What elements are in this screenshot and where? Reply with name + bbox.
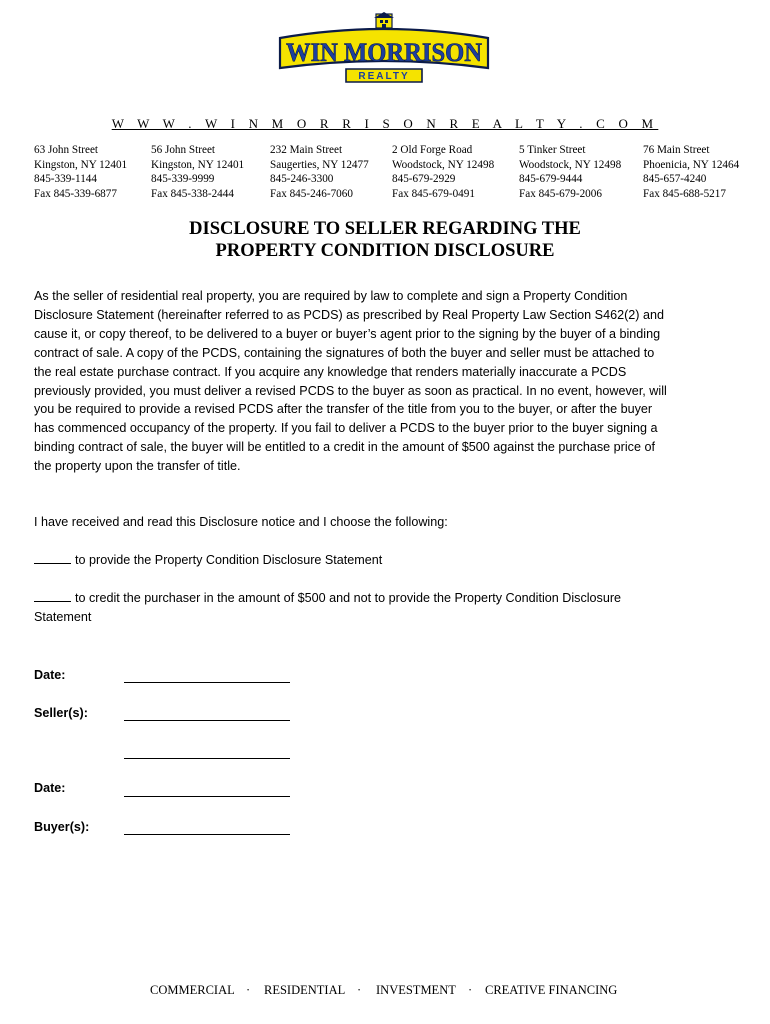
date-field-1[interactable] — [124, 682, 290, 683]
office-city: Phoenicia, NY 12464 — [643, 158, 740, 171]
office-city: Woodstock, NY 12498 — [519, 158, 622, 171]
footer-item-commercial: COMMERCIAL — [150, 983, 235, 997]
office-street: 2 Old Forge Road — [392, 144, 473, 156]
option-credit-purchaser-line-2: Statement — [34, 610, 92, 624]
buyers-label: Buyer(s): — [34, 820, 90, 834]
paragraph-line: binding contract of sale, the buyer will be entitled to a credit in the amount of $500 against the purchase price of — [34, 440, 655, 455]
office-6 — [643, 143, 739, 201]
footer-services — [0, 983, 770, 999]
office-street: 5 Tinker Street — [519, 144, 586, 156]
office-fax: Fax 845-338-2444 — [151, 187, 234, 200]
paragraph-line: cause it, or copy thereof, to be delivered to a buyer or buyer’s agent prior to the signing by the buyer of a binding — [34, 326, 661, 341]
office-fax: Fax 845-679-0491 — [392, 187, 475, 200]
office-street: 63 John Street — [34, 144, 99, 156]
date-label-1: Date: — [34, 668, 66, 682]
footer-separator: · — [357, 983, 362, 997]
office-phone: 845-339-1144 — [34, 173, 97, 186]
paragraph-line: As the seller of residential real property, you are required by law to complete and sign a Property Condition — [34, 289, 628, 303]
option-provide-pcds-text: to provide the Property Condition Disclosure Statement — [75, 553, 383, 567]
date-label-2: Date: — [34, 781, 66, 795]
office-city: Kingston, NY 12401 — [34, 158, 128, 171]
office-2 — [151, 143, 244, 201]
seller-signature-field-2[interactable] — [124, 758, 290, 759]
footer-separator: · — [246, 983, 251, 997]
paragraph-line: has commenced occupancy of the property. If you fail to deliver a PCDS to the buyer prior to the buyer signing a — [34, 421, 658, 436]
document-title — [0, 218, 770, 262]
paragraph-line: you be required to provide a revised PCDS after the transfer of the title from you to the buyer, or after the buyer — [34, 402, 653, 417]
office-street: 56 John Street — [151, 144, 216, 156]
office-5 — [519, 143, 621, 201]
office-fax: Fax 845-339-6877 — [34, 187, 117, 200]
paragraph-line: previously provided, you must deliver a revised PCDS to the buyer as soon as practical. In no event, however, will — [34, 383, 667, 398]
footer-separator: · — [468, 983, 473, 997]
office-phone: 845-679-9444 — [519, 173, 583, 186]
footer-item-residential: RESIDENTIAL — [264, 983, 346, 997]
footer-item-creative-financing: CREATIVE FINANCING — [485, 983, 618, 997]
paragraph-line: contract of sale. A copy of the PCDS, containing the signatures of both the buyer and seller must be attached to — [34, 345, 655, 360]
paragraph-line: the real estate purchase contract. If you acquire any knowledge that renders materially inaccurate a PCDS — [34, 364, 627, 379]
office-3 — [270, 143, 369, 201]
office-city: Woodstock, NY 12498 — [392, 158, 495, 171]
date-field-2[interactable] — [124, 796, 290, 797]
footer-item-investment: INVESTMENT — [376, 983, 456, 997]
win-morrison-logo — [276, 12, 492, 88]
logo-sub-text: REALTY — [358, 71, 410, 82]
office-phone: 845-657-4240 — [643, 173, 707, 186]
option-credit-purchaser-blank[interactable] — [34, 589, 71, 602]
sellers-label: Seller(s): — [34, 706, 88, 720]
option-credit-purchaser — [34, 589, 621, 608]
website-url-text[interactable]: W W W . W I N M O R R I S O N R E A L T Y . C O M — [111, 116, 659, 131]
office-fax: Fax 845-688-5217 — [643, 187, 726, 200]
seller-signature-field-1[interactable] — [124, 720, 290, 721]
paragraph-line: the property upon the transfer of title. — [34, 459, 241, 474]
receipt-statement: I have received and read this Disclosure notice and I choose the following: — [34, 515, 448, 529]
house-crest-icon — [374, 12, 394, 28]
paragraph-line: Disclosure Statement (hereinafter referred to as PCDS) as prescribed by Real Property Law Section S462(2) and — [34, 307, 664, 322]
disclosure-paragraph — [34, 287, 738, 476]
office-fax: Fax 845-246-7060 — [270, 187, 353, 200]
option-provide-pcds — [34, 551, 382, 570]
website-url[interactable] — [0, 116, 770, 132]
document-title-line-1: DISCLOSURE TO SELLER REGARDING THE — [189, 219, 581, 239]
office-list — [0, 143, 770, 203]
office-street: 76 Main Street — [643, 144, 710, 156]
office-city: Saugerties, NY 12477 — [270, 158, 369, 171]
option-provide-pcds-blank[interactable] — [34, 551, 71, 564]
office-phone: 845-339-9999 — [151, 173, 215, 186]
office-phone: 845-679-2929 — [392, 173, 456, 186]
office-street: 232 Main Street — [270, 144, 343, 156]
office-city: Kingston, NY 12401 — [151, 158, 245, 171]
buyer-signature-field[interactable] — [124, 834, 290, 835]
office-phone: 845-246-3300 — [270, 173, 334, 186]
option-credit-purchaser-text: to credit the purchaser in the amount of $500 and not to provide the Property Condition Disclosure — [75, 591, 622, 605]
logo-brand-text: WIN MORRISON — [286, 38, 483, 67]
office-4 — [392, 143, 494, 201]
document-title-line-2: PROPERTY CONDITION DISCLOSURE — [215, 241, 555, 261]
office-fax: Fax 845-679-2006 — [519, 187, 602, 200]
office-1 — [34, 143, 127, 201]
